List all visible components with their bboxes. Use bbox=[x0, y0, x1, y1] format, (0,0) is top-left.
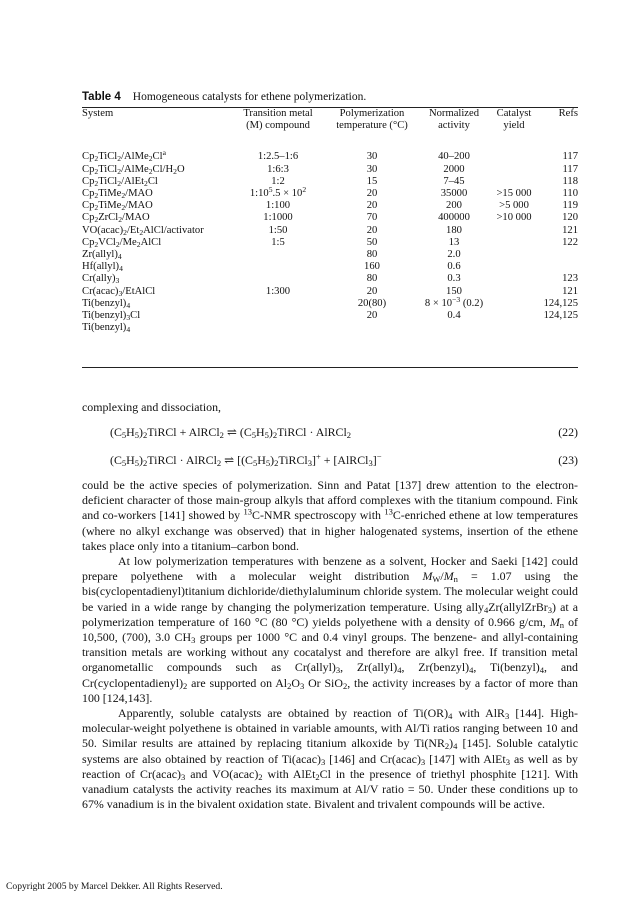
cell-temperature: 20 bbox=[366, 188, 378, 200]
table-row bbox=[82, 212, 578, 224]
cell-yield bbox=[488, 310, 540, 322]
cell-system: $Cp_2VCl_2/Me_2AlCl$ bbox=[82, 236, 162, 249]
table-row bbox=[82, 176, 578, 188]
table-row bbox=[82, 249, 578, 261]
cell-ratio: 1:300 bbox=[265, 285, 291, 297]
cell-temperature: 30 bbox=[366, 151, 378, 163]
table-row bbox=[82, 188, 578, 200]
cell-ratio bbox=[232, 273, 324, 285]
cell-activity: 0.6 bbox=[447, 261, 461, 273]
col-transition-metal: Transition metal bbox=[243, 108, 313, 119]
paragraph: could be the active species of polymerization. Sinn and Patat [137] drew attention to the electron-deficient character of those main-group alkyls that afford complexes with the titanium compound. Fink and co-workers [141] showed by $^{13}$C-NMR spectroscopy with $^{13}$C-enriched ethene at low temperatures (where no alkyl exchange was observed) that in higher halogenated systems, insertion of the ethene takes place only into a titanium–carbon bond. bbox=[82, 478, 578, 553]
cell-temperature: 20 bbox=[366, 310, 378, 322]
cell-yield: >5 000 bbox=[499, 200, 529, 212]
table-title: Homogeneous catalysts for ethene polymerization. bbox=[132, 91, 367, 103]
cell-refs: 124,125 bbox=[543, 297, 578, 309]
cell-refs: 119 bbox=[562, 200, 578, 212]
cell-temperature: 160 bbox=[364, 261, 380, 273]
table-row bbox=[82, 261, 578, 273]
cell-activity: 40–200 bbox=[438, 151, 470, 163]
cell-refs: 120 bbox=[562, 212, 578, 224]
cell-temperature: 20(80) bbox=[357, 297, 387, 309]
body-text bbox=[82, 478, 578, 812]
cell-refs: 118 bbox=[562, 175, 578, 187]
cell-temperature: 70 bbox=[366, 212, 378, 224]
equation-expr: $(C_5H_5)_2TiRCl$ + AlRCl$_2$ ⇌ $(C_5H_5)_2TiRCl$ · AlRCl$_2$ bbox=[110, 425, 352, 441]
cell-refs: 110 bbox=[562, 188, 578, 200]
cell-yield bbox=[488, 237, 540, 249]
cell-system: $Cp_2ZrCl_2$/MAO bbox=[82, 212, 150, 225]
cell-temperature: 20 bbox=[366, 200, 378, 212]
cell-activity: 13 bbox=[448, 236, 460, 248]
table-row bbox=[82, 200, 578, 212]
cell-system: $Cp_2TiCl_2/AlMe_2Cl^a$ bbox=[82, 148, 166, 164]
cell-temperature: 20 bbox=[366, 285, 378, 297]
cell-ratio bbox=[232, 310, 324, 322]
cell-ratio: $1:10^5.5 \times 10^2$ bbox=[249, 184, 307, 200]
cell-system: $Cp_2TiMe_2$/MAO bbox=[82, 200, 153, 213]
cell-refs: 122 bbox=[562, 236, 578, 248]
paragraph: Apparently, soluble catalysts are obtained by reaction of $Ti(OR)_4$ with AlR$_3$ [144]. High-molecular-weight polyethene is obtained in variable amounts, with Al/Ti ratios ranging between 10 and 50. Similar results are attained by replacing titanium alkoxide by $Ti(NR_2)_4$ [145]. Soluble catalytic systems are also obtained by reaction of $Ti(acac)_3$ [146] and $Cr(acac)_3$ [147] with AlEt$_3$ as well as by reaction of $Cr(acac)_3$ and $VO(acac)_2$ with AlEt$_2$Cl in the presence of triethyl phosphite [121]. With vanadium catalysts the activity reaches its maximum at Al/V ratio = 50. Under these conditions up to 67% vanadium is in the bivalent oxidation state. Bivalent and trivalent compounds will be active. bbox=[82, 706, 579, 812]
cell-ratio: 1:2.5–1:6 bbox=[257, 151, 299, 163]
table-row bbox=[82, 273, 578, 285]
cell-refs: 117 bbox=[562, 151, 578, 163]
equation-22 bbox=[110, 425, 578, 440]
cell-yield bbox=[488, 176, 540, 188]
intro-text: complexing and dissociation, bbox=[82, 400, 222, 414]
cell-ratio: 1:5 bbox=[271, 236, 285, 248]
cell-temperature: 80 bbox=[366, 273, 378, 285]
col-mcompound: (M) compound bbox=[246, 120, 310, 132]
cell-refs: 124,125 bbox=[543, 310, 578, 322]
table-row bbox=[82, 322, 578, 334]
cell-temperature: 20 bbox=[366, 224, 378, 236]
equation-number: (23) bbox=[558, 453, 578, 467]
equation-expr: $(C_5H_5)_2TiRCl$ · AlRCl$_2$ ⇌ $[(C_5H_5)_2TiRCl_3]^+$ + [AlRCl$_3$]− bbox=[110, 451, 382, 469]
cell-yield bbox=[488, 273, 540, 285]
cell-activity: 35000 bbox=[440, 188, 468, 200]
cell-yield bbox=[488, 298, 540, 310]
cell-activity: 2.0 bbox=[447, 249, 461, 261]
cell-temperature: 50 bbox=[366, 236, 378, 248]
table-row bbox=[82, 225, 578, 237]
cell-yield bbox=[488, 164, 540, 176]
cell-activity: 2000 bbox=[443, 163, 465, 175]
cell-yield bbox=[488, 322, 540, 334]
table-caption bbox=[82, 91, 366, 103]
cell-ratio: 1:50 bbox=[268, 224, 288, 236]
cell-system: $Cr(acac)_3$/EtAlCl bbox=[82, 285, 156, 298]
col-yield: yield bbox=[503, 120, 525, 132]
cell-activity: 180 bbox=[446, 224, 462, 236]
cell-temperature: 30 bbox=[366, 163, 378, 175]
cell-ratio: 1:6:3 bbox=[267, 163, 289, 175]
cell-system: $Zr(allyl)_4$ bbox=[82, 249, 122, 261]
cell-system: $Cr(ally)_3$ bbox=[82, 273, 120, 286]
col-catalyst: Catalyst bbox=[496, 108, 532, 119]
cell-refs: 121 bbox=[562, 285, 578, 297]
cell-refs: 117 bbox=[562, 163, 578, 175]
equation-23 bbox=[110, 453, 578, 468]
cell-yield bbox=[488, 249, 540, 261]
cell-yield bbox=[488, 142, 540, 163]
table-body bbox=[82, 142, 578, 334]
cell-activity: 200 bbox=[446, 200, 462, 212]
cell-system: $Ti(benzyl)_4$ bbox=[82, 322, 131, 335]
catalyst-table bbox=[82, 108, 578, 334]
paragraph: At low polymerization temperatures with benzene as a solvent, Hocker and Saeki [142] could prepare polyethene with a molecular weight distribution $M_W/M_n = 1.07$ using the bis(cyclopentadienyl)titanium dichloride/diethylaluminum chloride system. The molecular weight could be varied in a wide range by changing the polymerization temperature. Using ally$_4$Zr(allylZrBr$_3$) at a polymerization temperature of 160 °C (80 °C) yields polyethene with a density of 0.966 g/cm, $M_n$ of 10,500, (700), 3.0 $CH_3$ groups per 1000 °C and 0.4 vinyl groups. The benzene- and allyl-containing transition metals are working without any cocatalyst and therefore are alkyl free. If transition metal organometallic compounds such as $Cr(allyl)_3$, $Zr(allyl)_4$, $Zr(benzyl)_4$, $Ti(benzyl)_4$, and $Cr(cyclopentadienyl)_2$ are supported on $Al_2O_3$ Or SiO$_2$, the activity increases by a factor of more than 100 [124,143]. bbox=[82, 554, 579, 705]
cell-activity: 0.3 bbox=[447, 273, 461, 285]
table-row bbox=[82, 310, 578, 322]
cell-yield: >10 000 bbox=[496, 212, 532, 224]
cell-yield: >15 000 bbox=[496, 188, 532, 200]
cell-system: $Cp_2TiMe_2$/MAO bbox=[82, 188, 153, 200]
cell-yield bbox=[488, 261, 540, 273]
cell-activity: $8 \times 10^{-3}$ (0.2) bbox=[424, 294, 484, 309]
cell-yield bbox=[488, 225, 540, 237]
cell-refs: 123 bbox=[562, 273, 578, 285]
table-label: Table 4 bbox=[82, 91, 121, 103]
cell-activity: 400000 bbox=[438, 212, 470, 224]
cell-ratio: 1:1000 bbox=[263, 212, 293, 224]
cell-ratio: 1:2 bbox=[271, 175, 285, 187]
col-system: System bbox=[82, 108, 114, 119]
cell-system: $Ti(benzyl)_4$ bbox=[82, 297, 131, 310]
cell-ratio: 1:100 bbox=[265, 200, 291, 212]
cell-activity: 150 bbox=[446, 285, 462, 297]
col-polymerization: Polymerization bbox=[339, 108, 405, 119]
cell-system: $Ti(benzyl)_3Cl$ bbox=[82, 310, 141, 322]
cell-temperature: 80 bbox=[366, 249, 378, 261]
table-row bbox=[82, 286, 578, 298]
cell-activity bbox=[420, 322, 488, 334]
table-row bbox=[82, 142, 578, 163]
cell-system: $Cp_2TiCl_2/AlEt_2Cl$ bbox=[82, 175, 158, 188]
cell-system: $Hf(allyl)_4$ bbox=[82, 261, 123, 274]
cell-refs bbox=[540, 261, 578, 273]
copyright-footer: Copyright 2005 by Marcel Dekker. All Rights Reserved. bbox=[6, 881, 223, 892]
col-refs: Refs bbox=[558, 108, 578, 119]
cell-ratio bbox=[232, 322, 324, 334]
cell-system: $Cp_2TiCl_2/AlMe_2Cl/H_2O$ bbox=[82, 163, 185, 176]
cell-activity: 0.4 bbox=[447, 310, 461, 322]
cell-yield bbox=[488, 286, 540, 298]
equation-number: (22) bbox=[558, 425, 578, 439]
table-row bbox=[82, 298, 578, 310]
table-header bbox=[82, 108, 578, 142]
cell-activity: 7–45 bbox=[443, 175, 465, 187]
cell-ratio bbox=[232, 261, 324, 273]
table-row bbox=[82, 237, 578, 249]
cell-ratio bbox=[232, 249, 324, 261]
table-bottom-rule bbox=[82, 367, 578, 368]
cell-refs: 121 bbox=[562, 224, 578, 236]
cell-temperature bbox=[324, 322, 420, 334]
cell-refs bbox=[540, 249, 578, 261]
cell-temperature: 15 bbox=[366, 175, 378, 187]
col-normalized: Normalized bbox=[428, 108, 479, 119]
col-temperature: temperature (°C) bbox=[336, 120, 408, 132]
cell-ratio bbox=[232, 298, 324, 310]
cell-system: $VO(acac)_2/Et_2AlCl$/activator bbox=[82, 224, 204, 237]
col-activity: activity bbox=[438, 120, 470, 132]
table-row bbox=[82, 164, 578, 176]
cell-refs bbox=[540, 322, 578, 334]
